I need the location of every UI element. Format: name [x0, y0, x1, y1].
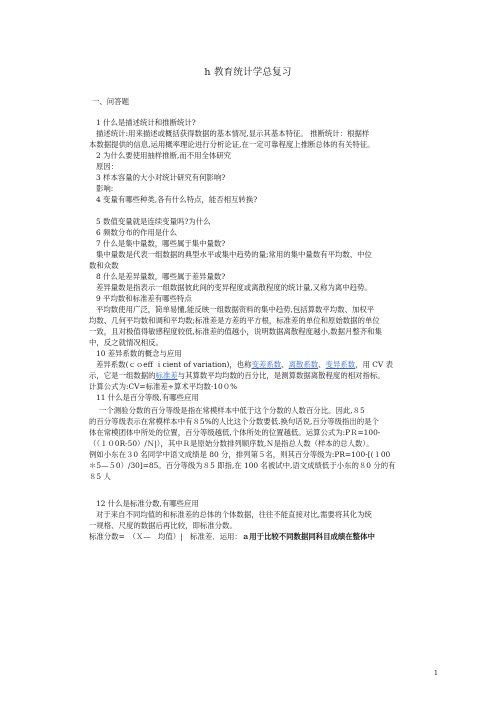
answer-11-line-7: ８5 人	[89, 472, 111, 481]
link-variability-coefficient[interactable]: 变异系数	[325, 360, 356, 369]
separator: 、	[281, 360, 289, 369]
answer-12-line-3	[89, 531, 421, 542]
section-heading: 一、问答题	[92, 97, 129, 106]
question-8: 8 什么是差异量数，哪些属于差异量数?	[96, 272, 226, 281]
answer-11-line-3: 体在常模团体中所处的位置，百分等级越低,个体所处的位置越低。运算公式为:PＲ=100-	[89, 428, 381, 437]
answer-12-line-1: 对于来自不同均值的和标准差的总体的个体数据，往往不能直接对比,需要将其化为统	[96, 510, 372, 519]
answer-10-line-1	[96, 359, 428, 370]
answer-10-line-2	[89, 370, 421, 381]
answer-9-line-2: 均数、几何平均数和调和平均数;标准差是方差的平方根，标准差的单位和原始数据的单位	[89, 316, 380, 325]
question-7: 7 什么是集中量数，哪些属于集中量数?	[96, 239, 226, 248]
question-10: 10 差异系数的概念与应用	[96, 349, 182, 358]
link-variation-coefficient[interactable]: 变差系数	[251, 360, 282, 369]
answer-9-line-4: 中，反之就情况相反。	[89, 338, 163, 347]
answer-10-formula: 计算公式为:CV=标准差÷算术平均数·10０%	[89, 382, 238, 391]
question-9: 9 平均数和标准差有哪些特点	[96, 294, 192, 303]
answer-3: 影响:	[96, 184, 114, 193]
standard-score-formula: 标准分数= （Ｘ— 均值）| 标准差．运用：	[89, 532, 242, 541]
answer-1-line-1: 描述统计:用来描述或概括获得数据的基本情况,显示其基本特征。 推断统计：根据样	[96, 129, 370, 138]
question-5: 5 数值变量就是连续变量吗?为什么	[96, 217, 211, 226]
answer-7-line-1: 集中量数是代表一组数据的典型水平或集中趋势的量;常用的集中量数有平均数、中位	[96, 250, 372, 259]
answer-10-text-a: 差异系数(ｃｏeff ｉcient of variation)，也称	[96, 360, 252, 369]
question-3: 3 样本容量的大小对统计研究有何影响?	[96, 173, 226, 182]
answer-1-line-2: 本数据提供的信息,运用概率理论进行分析论证,在一定可靠程度上推断总体的有关特征。	[89, 140, 375, 149]
question-4: 4 变量有哪些种类,各有什么特点，能否相互转换?	[96, 195, 258, 204]
page-number: 1	[433, 669, 438, 677]
separator: 、	[318, 360, 326, 369]
question-1: 1 什么是描述统计和推断统计?	[96, 118, 196, 127]
answer-9-line-3: 一致，且对极值得敏感程度较低,标准差的值越小，说明数据离散程度越小,数据月整齐和集	[89, 327, 382, 336]
answer-11-line-2: 的百分等级表示在常模样本中有８5%的人比这个分数要低.换句话说,百分等级指出的是个	[89, 417, 379, 426]
link-standard-deviation[interactable]: 标准差	[155, 371, 178, 380]
link-dispersion-coefficient[interactable]: 离散系数	[288, 360, 319, 369]
answer-12-line-2: 一规格、尺度的数据后再比较，即标准分数。	[89, 521, 237, 530]
answer-11-line-1: 一个测验分数的百分等级是指在常模样本中低于这个分数的人数百分比。因此,８5	[99, 406, 365, 415]
question-12: 12 什么是标准分数,有哪些应用	[96, 499, 199, 508]
answer-8: 差异量数是指表示一组数据彼此间的变异程度或离散程度的统计量,又称为离中趋势。	[96, 283, 372, 292]
question-6: 6 频数分布的作用是什么	[96, 228, 177, 237]
answer-10-text-b: ，用 CV 表	[355, 360, 393, 369]
document-title: h 教育统计学总复习	[204, 67, 292, 78]
answer-11-line-5: 例如小东在３0 名同学中语文成绩是 80 分，排列第５名，则其百分等级为:PR=100-[(１00	[89, 450, 391, 459]
answer-2: 原因：	[96, 162, 119, 171]
answer-7-line-2: 数和众数	[89, 261, 119, 270]
question-2: 2 为什么要使用抽样推断,而不用全体研究	[96, 151, 232, 160]
answer-9-line-1: 平均数使用广泛，简单易懂,能反映一组数据资料的集中趋势,包括算数平均数、加权平	[96, 305, 375, 314]
answer-11-line-6: ＊5—５0）/30]=85。百分等级为８5 即指,在 100 名被试中,语文成绩低于小东的８0 分的有	[89, 461, 396, 470]
question-11: 11 什么是百分等级,有哪些应用	[96, 393, 199, 402]
answer-11-line-4: （（１０0R-50）/Ｎ|），其中Ｒ是原始分数排列顺序数,Ｎ是指总人数（样本的总人数）。	[89, 439, 374, 448]
answer-10-text-c: 示，它是一组数据的	[89, 371, 156, 380]
standard-score-usage: ａ用于比较不同数据同科目成绩在整体中	[241, 532, 375, 541]
answer-10-text-d: 与其算数平均均数的百分比，是测算数据离散程度的相对指标。	[177, 371, 385, 380]
